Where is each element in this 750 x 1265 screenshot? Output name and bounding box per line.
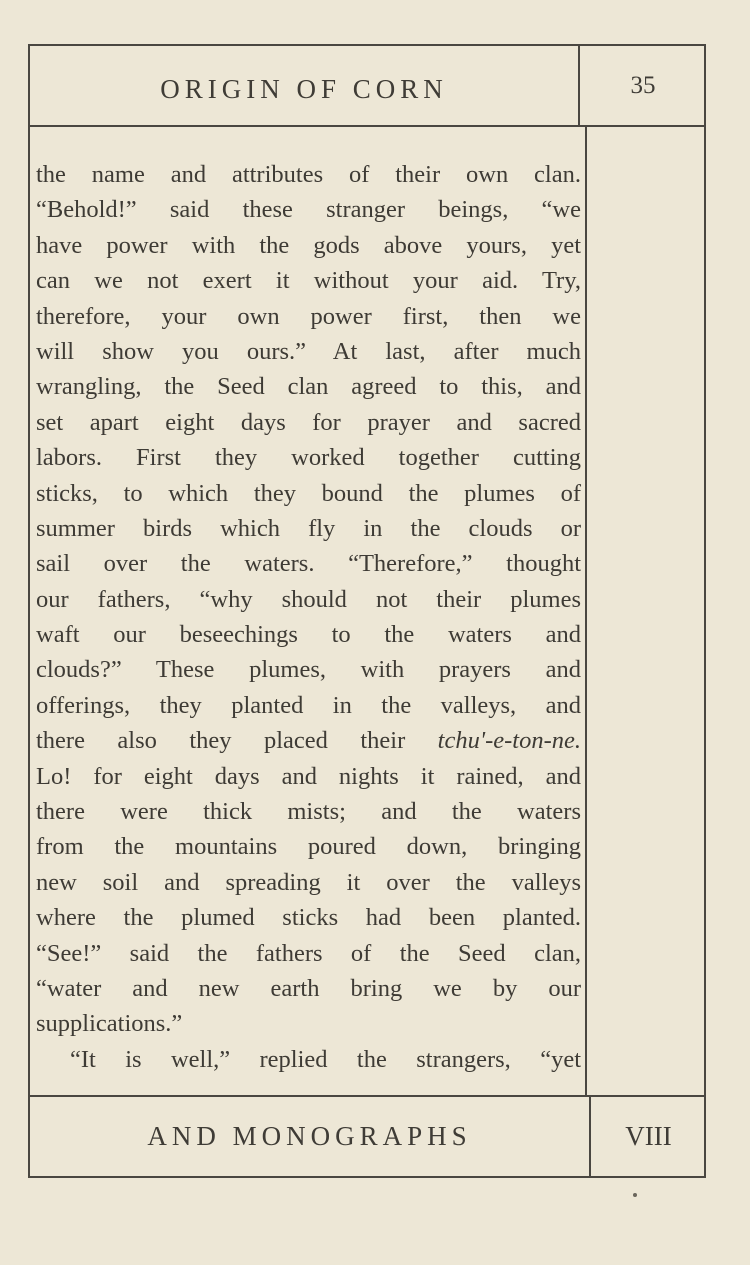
text-line: set apart eight days for prayer and sacred bbox=[36, 408, 581, 436]
body-text bbox=[30, 127, 587, 1095]
volume-number: VIII bbox=[625, 1121, 672, 1151]
page-number: 35 bbox=[630, 71, 656, 99]
text-line: “It is well,” replied the strangers, “yet bbox=[70, 1045, 581, 1073]
text-line: from the mountains poured down, bringing bbox=[36, 833, 581, 861]
footer-title-cell bbox=[30, 1097, 591, 1176]
text-line: “water and new earth bring we by our bbox=[36, 974, 581, 1002]
text-line: will show you ours.” At last, after much bbox=[36, 337, 581, 365]
text-line: new soil and spreading it over the valleys bbox=[36, 868, 581, 896]
text-line: sail over the waters. “Therefore,” thought bbox=[36, 550, 581, 578]
paper-speck bbox=[633, 1193, 637, 1197]
text-line: where the plumed sticks had been planted. bbox=[36, 904, 581, 932]
text-line: labors. First they worked together cutting bbox=[36, 444, 581, 472]
running-title: ORIGIN OF CORN bbox=[160, 74, 448, 104]
text-line: therefore, your own power first, then we bbox=[36, 302, 581, 330]
page-frame bbox=[28, 44, 706, 1178]
text-line: there were thick mists; and the waters bbox=[36, 798, 581, 826]
footer-volume-cell bbox=[591, 1097, 706, 1176]
text-line: “See!” said the fathers of the Seed clan, bbox=[36, 939, 581, 967]
text-line: supplications.” bbox=[36, 1010, 183, 1038]
margin-column bbox=[587, 127, 706, 1095]
header-page-cell bbox=[580, 46, 706, 125]
text-line: offerings, they planted in the valleys, and bbox=[36, 691, 581, 719]
text-line: the name and attributes of their own clan. bbox=[36, 161, 581, 188]
text-line: waft our beseechings to the waters and bbox=[36, 621, 581, 649]
text-line-with-italic bbox=[36, 723, 581, 758]
running-header bbox=[30, 46, 704, 127]
text-line: our fathers, “why should not their plumes bbox=[36, 585, 581, 613]
header-title-cell bbox=[30, 46, 580, 125]
text-line: Lo! for eight days and nights it rained, and bbox=[36, 762, 581, 790]
body-row bbox=[30, 127, 704, 1097]
italic-term: tchu'-e-ton-ne. bbox=[437, 727, 581, 755]
running-footer bbox=[30, 1097, 704, 1176]
text-line: sticks, to which they bound the plumes of bbox=[36, 479, 581, 507]
line-prefix: there also they placed their bbox=[36, 727, 438, 755]
text-line: wrangling, the Seed clan agreed to this, and bbox=[36, 373, 581, 401]
series-title: AND MONOGRAPHS bbox=[147, 1121, 472, 1151]
text-line: have power with the gods above yours, yet bbox=[36, 231, 581, 259]
text-line: summer birds which fly in the clouds or bbox=[36, 514, 581, 542]
text-line: “Behold!” said these stranger beings, “we bbox=[36, 196, 581, 224]
text-line: clouds?” These plumes, with prayers and bbox=[36, 656, 581, 684]
text-line: can we not exert it without your aid. Try, bbox=[36, 267, 581, 295]
